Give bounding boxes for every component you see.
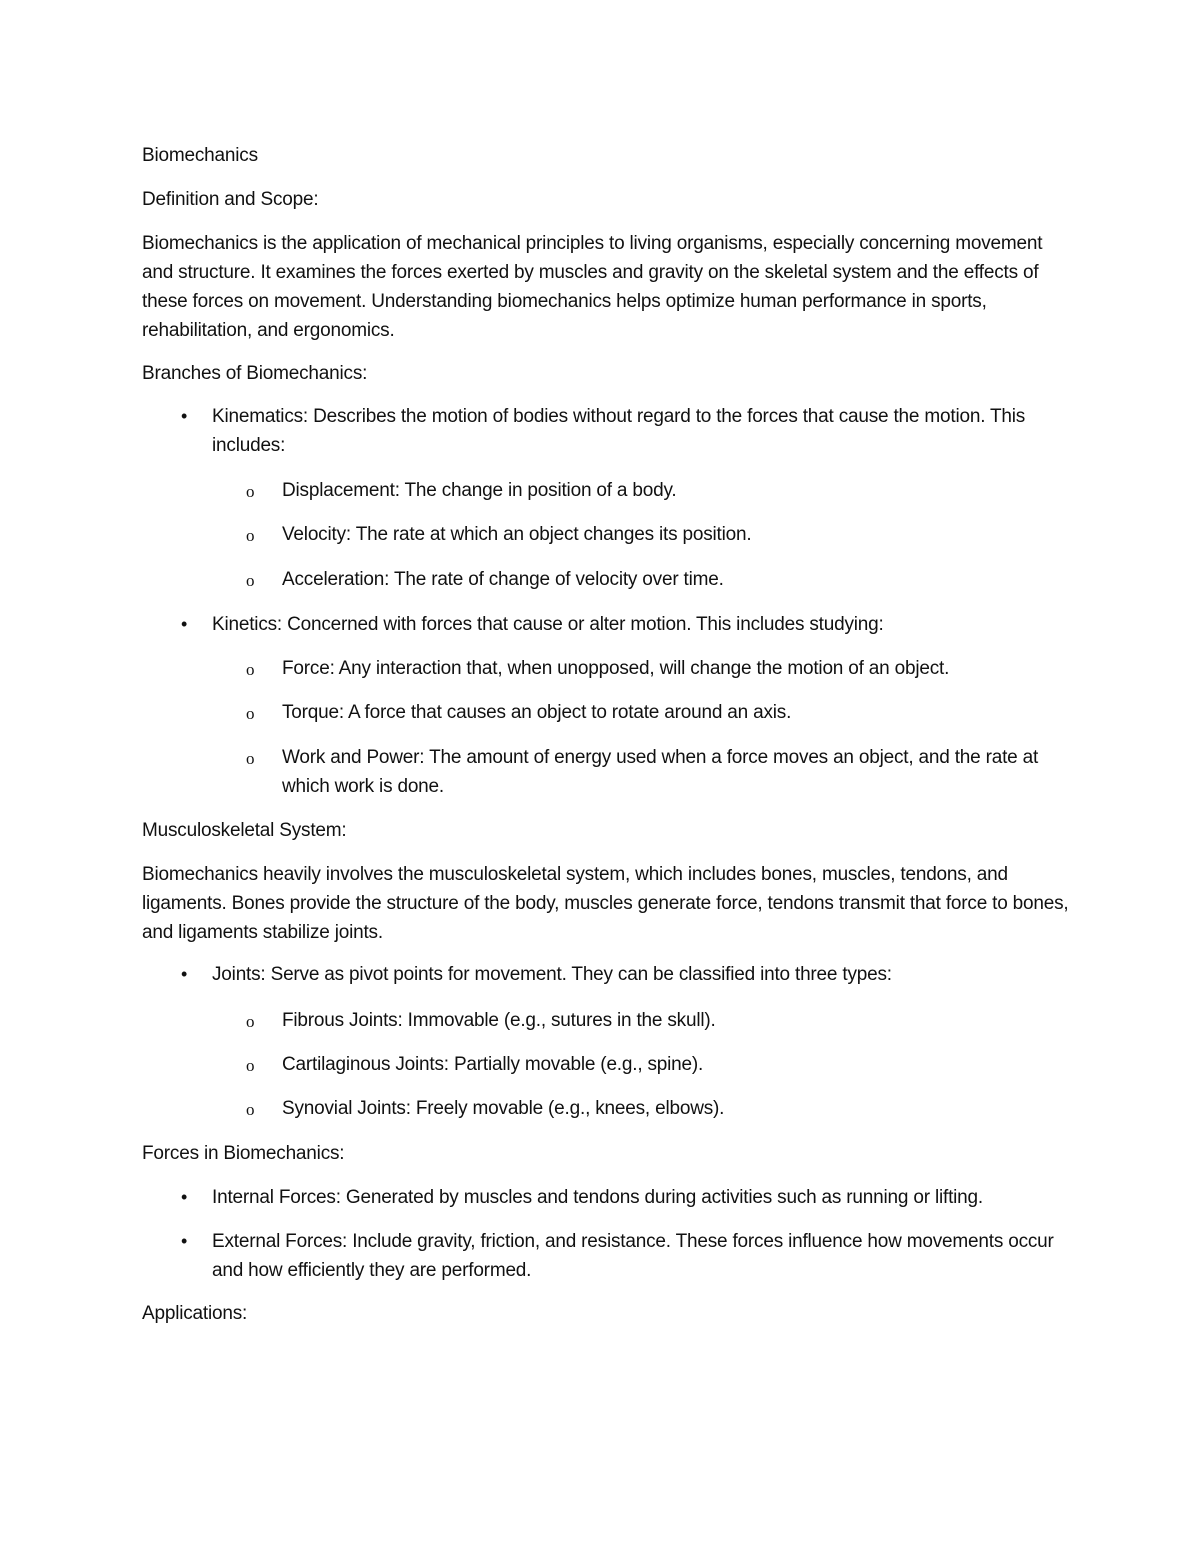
sub-list-item-text: Acceleration: The rate of change of velocity over time. xyxy=(282,569,724,590)
list-item-text: Internal Forces: Generated by muscles and tendons during activities such as running or lifting. xyxy=(212,1187,983,1208)
document-title: Biomechanics xyxy=(142,145,258,166)
bullet-icon: • xyxy=(180,1231,188,1251)
sub-list-item xyxy=(142,1050,1072,1079)
sub-bullet-icon: o xyxy=(246,704,255,723)
bullet-icon: • xyxy=(180,1187,188,1207)
sub-list-item xyxy=(142,1094,1072,1123)
list-item-external-forces xyxy=(142,1227,1072,1285)
sub-list-item xyxy=(142,476,1072,505)
sub-bullet-icon: o xyxy=(246,571,255,590)
sub-list-item-text: Displacement: The change in position of a body. xyxy=(282,480,677,501)
list-item-internal-forces xyxy=(142,1183,1072,1212)
list-item-kinetics xyxy=(142,610,1072,639)
bullet-icon: • xyxy=(180,964,188,984)
bullet-icon: • xyxy=(180,406,188,426)
list-item-joints xyxy=(142,960,1072,989)
list-item-text: Joints: Serve as pivot points for movement. They can be classified into three types: xyxy=(212,964,892,985)
sub-bullet-icon: o xyxy=(246,1056,255,1075)
list-item-text: External Forces: Include gravity, friction, and resistance. These forces influence how movements occur and how efficiently they are performed. xyxy=(212,1231,1054,1281)
musculoskeletal-paragraph: Biomechanics heavily involves the musculoskeletal system, which includes bones, muscles, tendons, and ligaments. Bones provide the structure of the body, muscles generate force, tendons transmit that force to bones, and ligaments stabilize joints. xyxy=(142,864,1069,943)
list-item-text: Kinematics: Describes the motion of bodies without regard to the forces that cause the motion. This includes: xyxy=(212,406,1026,456)
sub-bullet-icon: o xyxy=(246,482,255,501)
sub-list-item xyxy=(142,698,1072,727)
definition-heading: Definition and Scope: xyxy=(142,189,319,210)
branches-heading: Branches of Biomechanics: xyxy=(142,363,368,384)
forces-heading: Forces in Biomechanics: xyxy=(142,1143,345,1164)
sub-list-item xyxy=(142,743,1072,801)
sub-list-item xyxy=(142,565,1072,594)
sub-list-item-text: Velocity: The rate at which an object changes its position. xyxy=(282,524,752,545)
sub-list-item xyxy=(142,1006,1072,1035)
sub-bullet-icon: o xyxy=(246,526,255,545)
sub-list-item xyxy=(142,520,1072,549)
list-item-kinematics xyxy=(142,402,1072,460)
sub-bullet-icon: o xyxy=(246,1100,255,1119)
sub-list-item-text: Torque: A force that causes an object to rotate around an axis. xyxy=(282,702,792,723)
sub-list-item-text: Cartilaginous Joints: Partially movable (e.g., spine). xyxy=(282,1054,704,1075)
sub-list-item-text: Force: Any interaction that, when unopposed, will change the motion of an object. xyxy=(282,658,950,679)
definition-paragraph: Biomechanics is the application of mechanical principles to living organisms, especially concerning movement and structure. It examines the forces exerted by muscles and gravity on the skeletal system and the effects of these forces on movement. Understanding biomechanics helps optimize human performance in sports, rehabilitation, and ergonomics. xyxy=(142,233,1043,341)
sub-list-item-text: Fibrous Joints: Immovable (e.g., sutures in the skull). xyxy=(282,1010,716,1031)
sub-list-item-text: Work and Power: The amount of energy used when a force moves an object, and the rate at which work is done. xyxy=(282,747,1039,797)
sub-bullet-icon: o xyxy=(246,749,255,768)
sub-list-item-text: Synovial Joints: Freely movable (e.g., knees, elbows). xyxy=(282,1098,725,1119)
list-item-text: Kinetics: Concerned with forces that cause or alter motion. This includes studying: xyxy=(212,614,884,635)
musculoskeletal-heading: Musculoskeletal System: xyxy=(142,820,347,841)
sub-list-item xyxy=(142,654,1072,683)
sub-bullet-icon: o xyxy=(246,1012,255,1031)
sub-bullet-icon: o xyxy=(246,660,255,679)
applications-heading: Applications: xyxy=(142,1303,248,1324)
bullet-icon: • xyxy=(180,614,188,634)
